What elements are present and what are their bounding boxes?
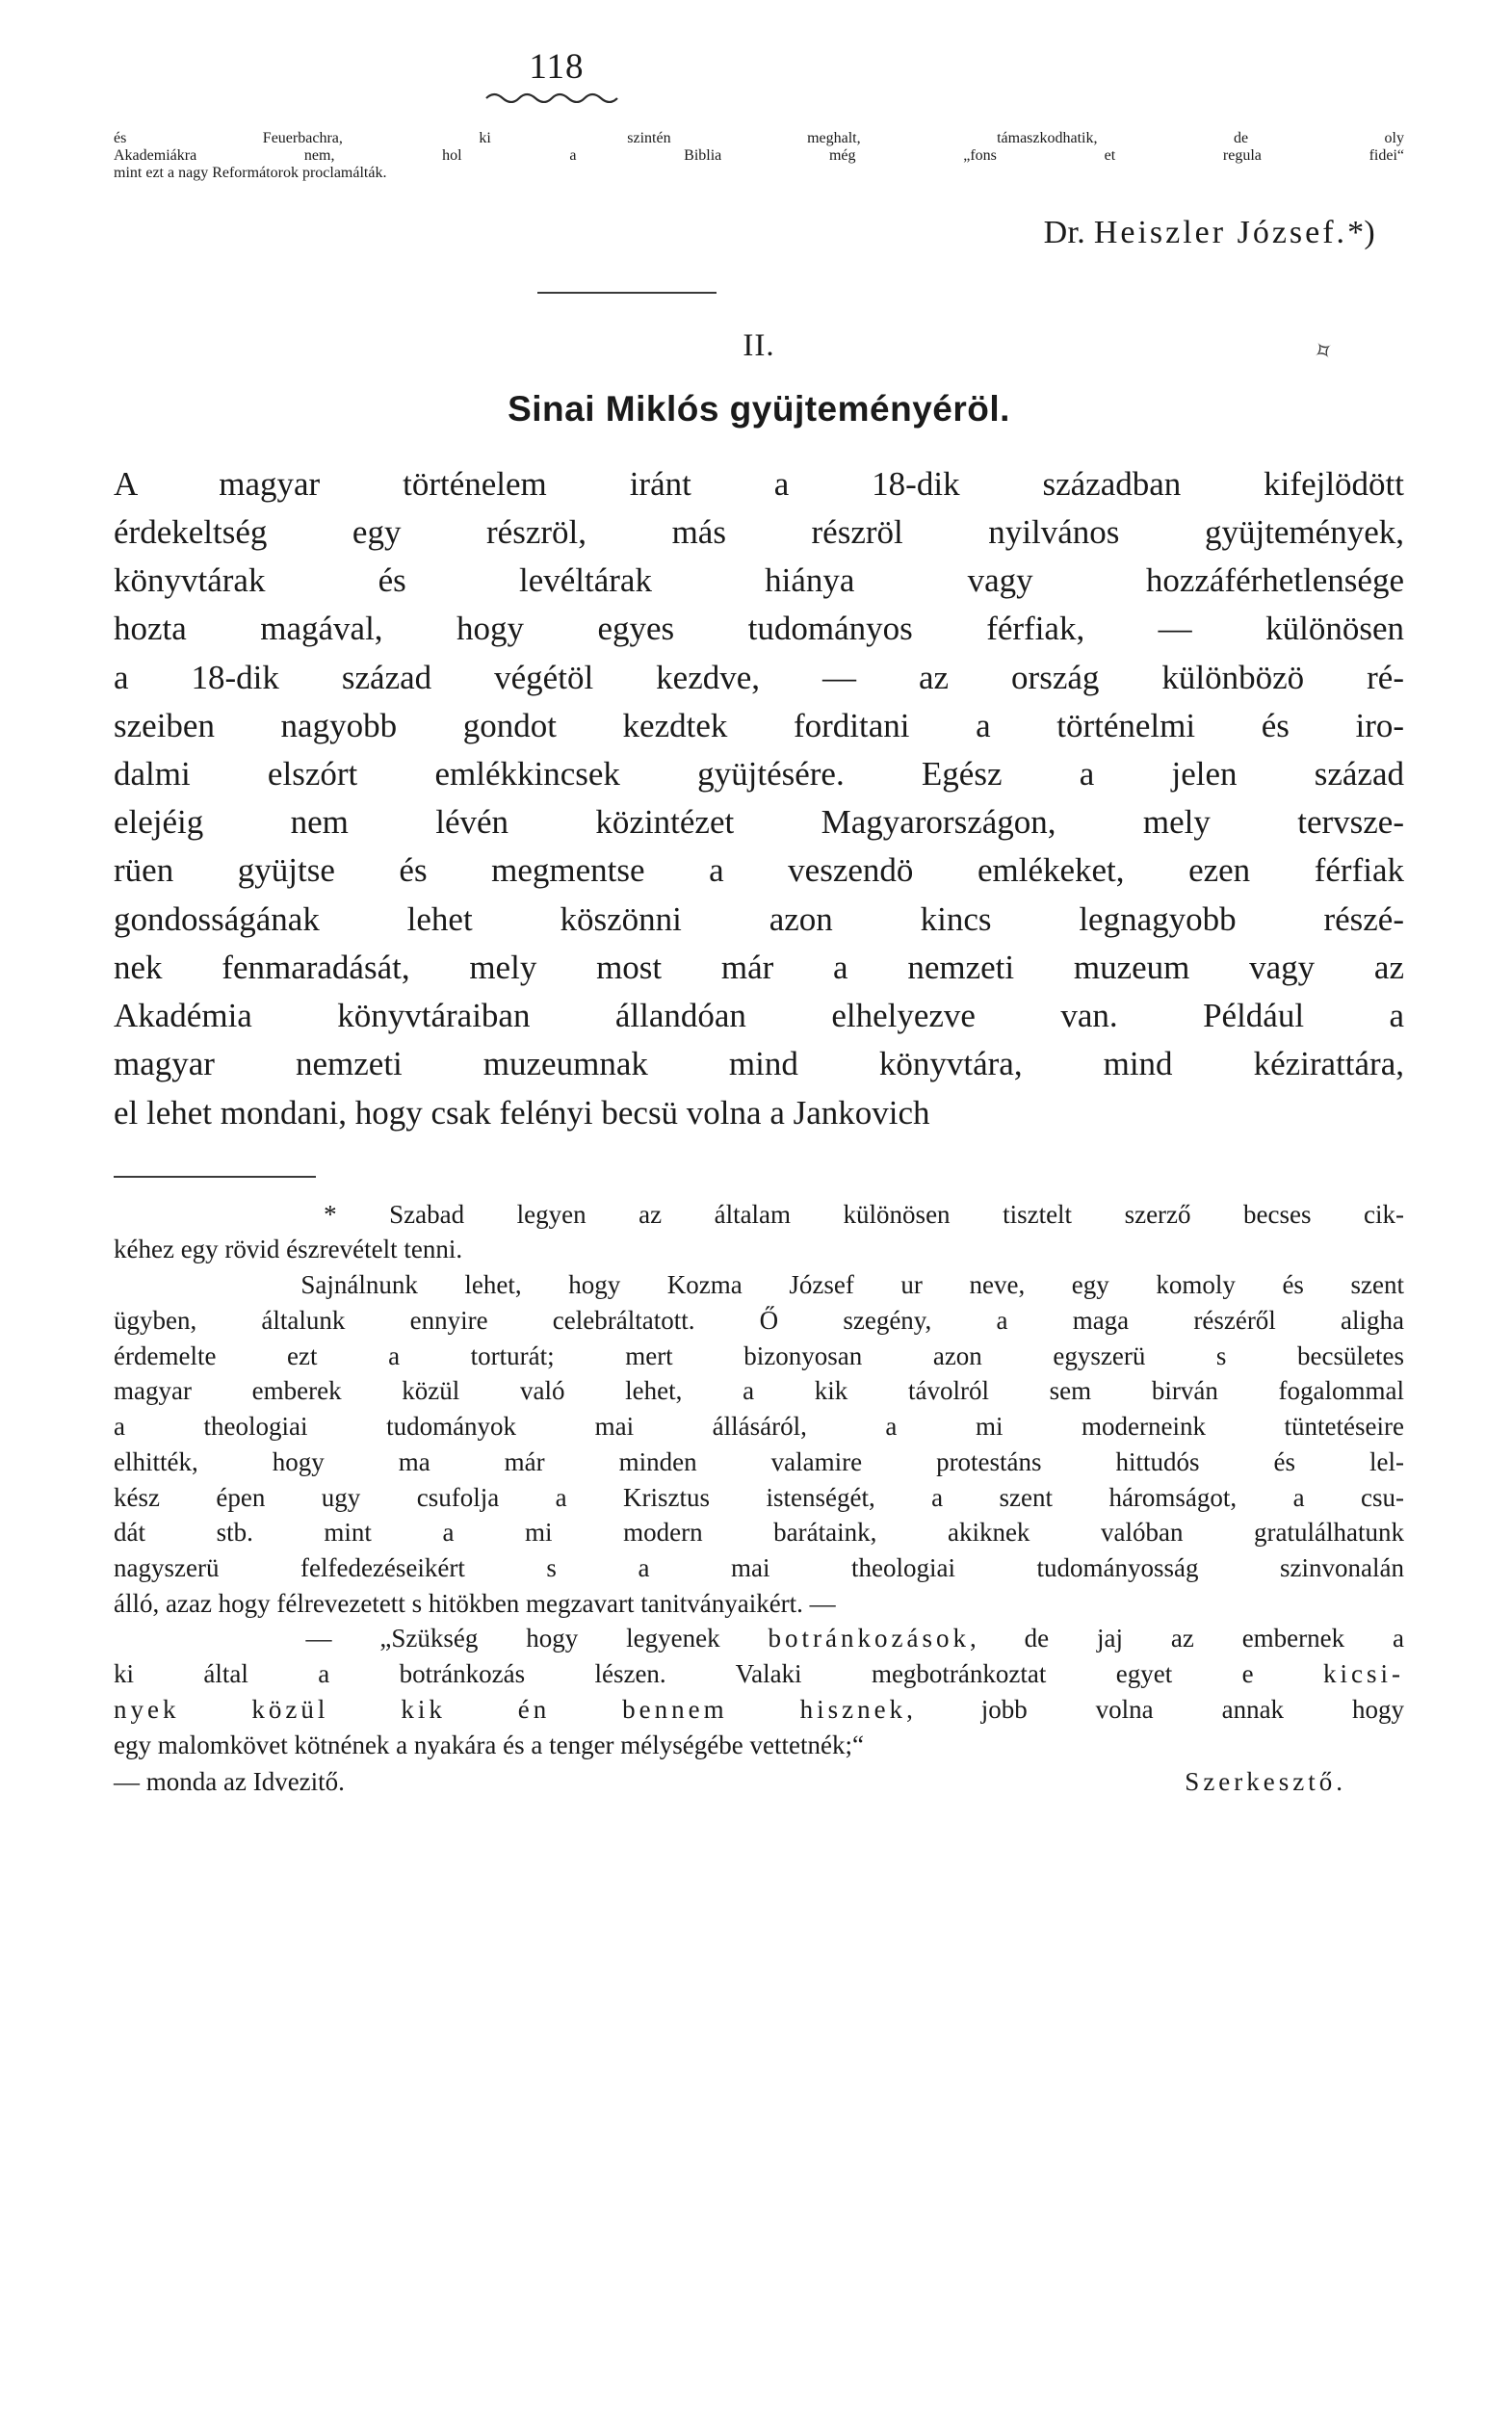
body-line: A magyar történelem iránt a 18-dik században kifejlödött xyxy=(114,464,1404,503)
body-line: a 18-dik század végétöl kezdve, — az ország különbözö ré- xyxy=(114,658,1404,696)
footnote-paragraph-3 xyxy=(114,1621,1404,1762)
page-number: 118 xyxy=(529,47,585,87)
section-title: Sinai Miklós gyüjteményéröl. xyxy=(508,388,1010,429)
body-line: nek fenmaradását, mely most már a nemzeti muzeum vagy az xyxy=(114,948,1404,986)
body-paragraph xyxy=(114,460,1404,1137)
body-line: magyar nemzeti muzeumnak mind könyvtára, mind kézirattára, xyxy=(114,1045,1404,1083)
intro-line: Akademiákra nem, hol a Biblia még „fons et regula fidei“ xyxy=(114,146,1404,164)
body-line: érdekeltség egy részröl, más részröl nyilvános gyüjtemények, xyxy=(114,512,1404,551)
byline-footnote-marker: *) xyxy=(1347,214,1375,250)
intro-paragraph xyxy=(114,130,1404,182)
body-line: szeiben nagyobb gondot kezdtek forditani a történelmi és iro- xyxy=(114,706,1404,744)
footnote-emphasis: botránkozások xyxy=(768,1624,970,1653)
body-line: Akadémia könyvtáraiban állandóan elhelyezve van. Például a xyxy=(114,997,1404,1035)
footnote-line: álló, azaz hogy félrevezetett s hitökben megzavart tanitványaikért. — xyxy=(114,1588,836,1618)
decorative-squiggle-icon xyxy=(484,90,629,103)
body-line: könyvtárak és levéltárak hiánya vagy hozzáférhetlensége xyxy=(114,561,1404,600)
footnote-attribution-row xyxy=(114,1764,1404,1800)
footnote-emphasis: kicsi- xyxy=(1323,1659,1404,1689)
page-number-block xyxy=(412,48,701,103)
footnote-text: , jobb volna annak hogy xyxy=(906,1694,1404,1724)
byline-author-name: Heiszler József. xyxy=(1093,214,1348,250)
intro-line: mint ezt a nagy Reformátorok proclamálták. xyxy=(114,164,387,181)
footnote-block xyxy=(114,1197,1404,1800)
footnote-text: , de jaj az embernek a xyxy=(969,1624,1405,1653)
footnote-paragraph-2 xyxy=(114,1267,1404,1621)
marginal-mark-icon: ✧ xyxy=(1307,333,1342,369)
body-line: rüen gyüjtse és megmentse a veszendö emlékeket, ezen férfiak xyxy=(114,851,1404,890)
byline-title: Dr. xyxy=(1043,214,1085,250)
footnote-line: nagyszerü felfedezéseikért s a mai theologiai tudományosság szinvonalán xyxy=(114,1552,1404,1582)
footnote-line: ügyben, általunk ennyire celebráltatott. Ő szegény, a maga részéről aligha xyxy=(114,1305,1404,1335)
footnote-line: kéhez egy rövid észrevételt tenni. xyxy=(114,1235,463,1264)
footnote-line: egy malomkövet kötnének a nyakára és a tenger mélységébe vettetnék;“ xyxy=(114,1730,864,1759)
intro-line: és Feuerbachra, ki szintén meghalt, támaszkodhatik, de oly xyxy=(114,129,1404,146)
footnote-line: * Szabad legyen az általam különösen tisztelt szerző becses cik- xyxy=(114,1199,1405,1229)
footnote-text: ki által a botránkozás lészen. Valaki megbotránkoztat egyet e xyxy=(114,1659,1323,1689)
body-line: hozta magával, hogy egyes tudományos férfiak, — különösen xyxy=(114,610,1404,648)
footnote-line: dát stb. mint a mi modern barátaink, akiknek valóban gratulálhatunk xyxy=(114,1518,1404,1548)
footnote-line xyxy=(114,1621,1404,1656)
footnote-attribution-right: Szerkesztő. xyxy=(1185,1767,1346,1797)
footnote-emphasis: nyek közül kik én bennem hisznek xyxy=(114,1694,907,1724)
section-number: II. xyxy=(743,327,775,363)
footnote-divider-rule xyxy=(114,1176,316,1178)
footnote-line xyxy=(114,1692,1404,1728)
footnote-line: érdemelte ezt a torturát; mert bizonyosan azon egyszerü s becsületes xyxy=(114,1341,1404,1370)
footnote-line: Sajnálnunk lehet, hogy Kozma József ur neve, egy komoly és szent xyxy=(114,1270,1405,1300)
page-content xyxy=(114,48,1404,1800)
body-line: elejéig nem lévén közintézet Magyarországon, mely tervsze- xyxy=(114,803,1404,842)
footnote-line: a theologiai tudományok mai állásáról, a mi moderneink tüntetéseire xyxy=(114,1412,1404,1442)
body-line: gondosságának lehet köszönni azon kincs legnagyobb részé- xyxy=(114,899,1404,938)
section-divider-rule xyxy=(537,292,717,294)
author-byline xyxy=(114,215,1404,251)
footnote-line: magyar emberek közül való lehet, a kik távolról sem birván fogalommal xyxy=(114,1376,1404,1406)
body-line: el lehet mondani, hogy csak felényi becsü volna a Jankovich xyxy=(114,1093,930,1132)
footnote-line: kész épen ugy csufolja a Krisztus istenségét, a szent háromságot, a csu- xyxy=(114,1482,1404,1512)
footnote-text: — „Szükség hogy legyenek xyxy=(114,1624,769,1653)
footnote-paragraph-1 xyxy=(114,1197,1404,1267)
footnote-line xyxy=(114,1656,1404,1692)
footnote-attribution-left: — monda az Idvezitő. xyxy=(114,1767,345,1797)
footnote-line: elhitték, hogy ma már minden valamire protestáns hittudós és lel- xyxy=(114,1446,1404,1476)
body-line: dalmi elszórt emlékkincsek gyüjtésére. Egész a jelen század xyxy=(114,755,1404,793)
